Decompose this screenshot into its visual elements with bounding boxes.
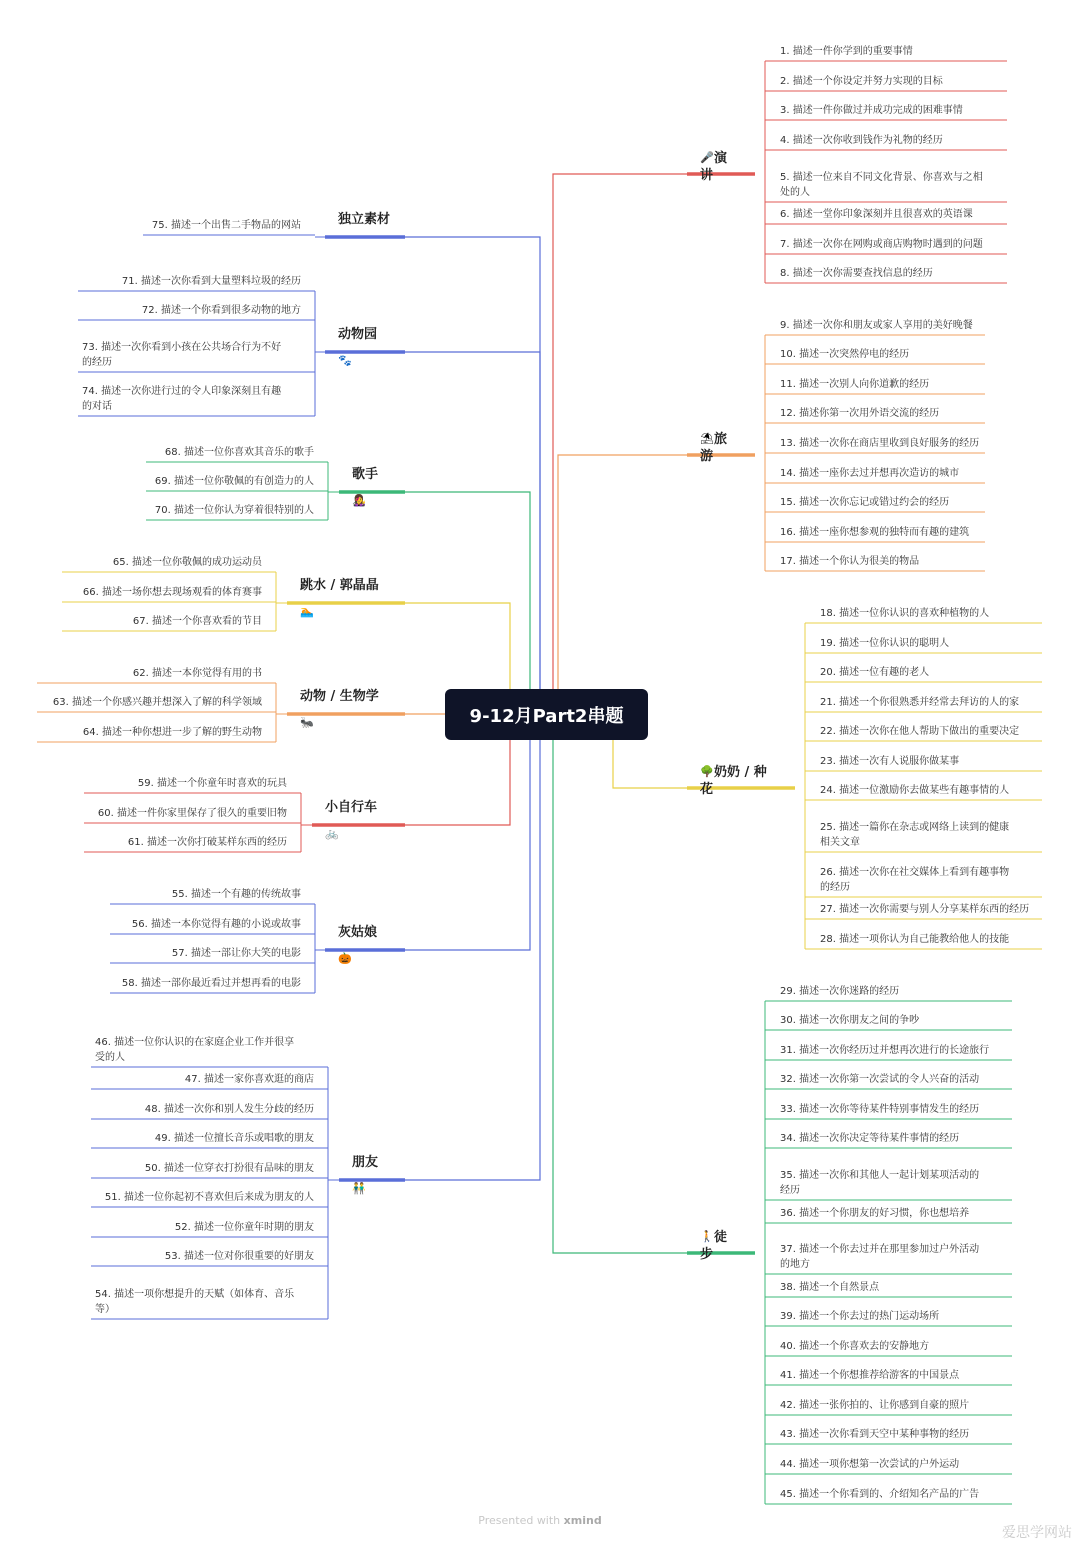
item-text: 62. 描述一本你觉得有用的书 bbox=[132, 668, 262, 679]
topic-item[interactable] bbox=[110, 917, 315, 934]
topic-item[interactable] bbox=[765, 1072, 1012, 1089]
item-text: 47. 描述一家你喜欢逛的商店 bbox=[184, 1074, 314, 1085]
topic-item[interactable] bbox=[765, 984, 1012, 1001]
item-text: 65. 描述一位你敬佩的成功运动员 bbox=[112, 557, 262, 568]
topic-item[interactable] bbox=[765, 377, 985, 394]
branch-label: 歌手 bbox=[352, 467, 379, 482]
branch-label-wrap: 花 bbox=[700, 782, 714, 797]
item-text: 27. 描述一次你需要与别人分享某样东西的经历 bbox=[820, 904, 1030, 915]
branch-label-wrap: 讲 bbox=[700, 168, 714, 183]
item-text: 30. 描述一次你朋友之间的争吵 bbox=[780, 1015, 920, 1026]
item-text: 46. 描述一位你认识的在家庭企业工作并很享 bbox=[95, 1037, 295, 1048]
topic-item[interactable] bbox=[91, 1131, 328, 1148]
watermark: 爱思学网站 bbox=[1002, 1525, 1072, 1541]
item-text: 42. 描述一张你拍的、让你感到自豪的照片 bbox=[780, 1400, 970, 1411]
branch-label: 朋友 bbox=[352, 1155, 379, 1170]
topic-item[interactable] bbox=[765, 74, 1007, 91]
topic-item[interactable] bbox=[765, 133, 1007, 150]
topic-item[interactable] bbox=[765, 1206, 1012, 1223]
item-text: 20. 描述一位有趣的老人 bbox=[820, 667, 930, 678]
topic-item[interactable] bbox=[78, 384, 315, 416]
item-text: 34. 描述一次你决定等待某件事情的经历 bbox=[780, 1133, 960, 1144]
branch-label: 动物园 bbox=[338, 327, 378, 342]
topic-item[interactable] bbox=[805, 754, 1042, 771]
friends-icon: 👬 bbox=[352, 1182, 366, 1195]
branch-label-wrap: 步 bbox=[700, 1247, 714, 1262]
item-text: 54. 描述一项你想提升的天赋（如体育、音乐 bbox=[95, 1289, 295, 1300]
item-text: 75. 描述一个出售二手物品的网站 bbox=[151, 220, 301, 231]
topic-item[interactable] bbox=[765, 237, 1007, 254]
beach-icon: ⛱ bbox=[700, 432, 714, 445]
topic-item[interactable] bbox=[805, 636, 1042, 653]
microphone-icon: 🎤 bbox=[700, 151, 714, 164]
connector-line bbox=[553, 174, 687, 714]
topic-item[interactable] bbox=[146, 474, 328, 491]
branch-label: 徒 bbox=[714, 1230, 728, 1245]
item-text: 66. 描述一场你想去现场观看的体育赛事 bbox=[82, 587, 262, 598]
item-text-wrap: 的地方 bbox=[780, 1259, 810, 1270]
topic-item[interactable] bbox=[805, 783, 1042, 800]
topic-item[interactable] bbox=[84, 806, 301, 823]
topic-item[interactable] bbox=[765, 1168, 1012, 1200]
topic-item[interactable] bbox=[765, 103, 1007, 120]
item-text-wrap: 经历 bbox=[780, 1185, 800, 1196]
topic-item[interactable] bbox=[37, 725, 276, 742]
item-text: 50. 描述一位穿衣打扮很有品味的朋友 bbox=[144, 1163, 314, 1174]
topic-item[interactable] bbox=[765, 44, 1007, 61]
branch-label: 独立素材 bbox=[338, 212, 391, 227]
topic-item[interactable] bbox=[765, 207, 1007, 224]
item-text: 28. 描述一项你认为自己能教给他人的技能 bbox=[820, 934, 1010, 945]
tree-icon: 🌳 bbox=[700, 765, 714, 778]
item-text: 3. 描述一件你做过并成功完成的困难事情 bbox=[780, 105, 963, 116]
topic-item[interactable] bbox=[765, 1131, 1012, 1148]
topic-item[interactable] bbox=[765, 1043, 1012, 1060]
topic-item[interactable] bbox=[765, 1280, 1012, 1297]
paw-icon: 🐾 bbox=[338, 354, 352, 367]
branch-3-right[interactable] bbox=[613, 606, 1042, 949]
item-text: 72. 描述一个你看到很多动物的地方 bbox=[141, 305, 301, 316]
topic-item[interactable] bbox=[84, 835, 301, 852]
topic-item[interactable] bbox=[805, 724, 1042, 741]
item-text: 18. 描述一位你认识的喜欢种植物的人 bbox=[820, 608, 990, 619]
item-text: 44. 描述一项你想第一次尝试的户外运动 bbox=[780, 1459, 960, 1470]
item-text: 49. 描述一位擅长音乐或唱歌的朋友 bbox=[154, 1133, 314, 1144]
item-text: 57. 描述一部让你大笑的电影 bbox=[171, 948, 301, 959]
diver-icon: 🏊 bbox=[300, 605, 314, 618]
topic-item[interactable] bbox=[91, 1190, 328, 1207]
item-text: 25. 描述一篇你在杂志或网络上读到的健康 bbox=[820, 822, 1010, 833]
xmind-logo-text: xmind bbox=[563, 1514, 602, 1527]
item-text-wrap: 相关文章 bbox=[820, 837, 860, 848]
topic-item[interactable] bbox=[91, 1161, 328, 1178]
footer bbox=[0, 1514, 1080, 1527]
branch-label: 小自行车 bbox=[325, 800, 378, 815]
central-topic: 9-12月Part2串题 bbox=[445, 689, 648, 740]
item-text: 24. 描述一位激励你去做某些有趣事情的人 bbox=[820, 785, 1010, 796]
topic-item[interactable] bbox=[765, 1487, 1012, 1504]
topic-item[interactable] bbox=[765, 318, 985, 335]
item-text: 9. 描述一次你和朋友或家人享用的美好晚餐 bbox=[780, 320, 973, 331]
item-text: 60. 描述一件你家里保存了很久的重要旧物 bbox=[97, 808, 287, 819]
branch-2-right[interactable] bbox=[558, 318, 985, 714]
item-text: 55. 描述一个有趣的传统故事 bbox=[171, 889, 301, 900]
item-text: 13. 描述一次你在商店里收到良好服务的经历 bbox=[780, 438, 980, 449]
connector-line bbox=[405, 352, 540, 714]
item-text: 37. 描述一个你去过并在那里参加过户外活动 bbox=[780, 1244, 980, 1255]
topic-item[interactable] bbox=[765, 1368, 1012, 1385]
topic-item[interactable] bbox=[91, 1072, 328, 1089]
bicycle-icon: 🚲 bbox=[325, 827, 339, 840]
topic-item[interactable] bbox=[110, 887, 315, 904]
topic-item[interactable] bbox=[143, 218, 315, 235]
topic-item[interactable] bbox=[78, 274, 315, 291]
item-text: 35. 描述一次你和其他人一起计划某项活动的 bbox=[780, 1170, 980, 1181]
item-text-wrap: 的经历 bbox=[82, 357, 112, 368]
item-text: 61. 描述一次你打破某样东西的经历 bbox=[127, 837, 287, 848]
pumpkin-carriage-icon: 🎃 bbox=[338, 952, 352, 965]
topic-item[interactable] bbox=[765, 347, 985, 364]
topic-item[interactable] bbox=[765, 1398, 1012, 1415]
topic-item[interactable] bbox=[91, 1287, 328, 1319]
item-text: 31. 描述一次你经历过并想再次进行的长途旅行 bbox=[780, 1045, 990, 1056]
topic-item[interactable] bbox=[805, 695, 1042, 712]
item-text: 17. 描述一个你认为很美的物品 bbox=[780, 556, 920, 567]
item-text: 7. 描述一次你在网购或商店购物时遇到的问题 bbox=[780, 239, 983, 250]
topic-item[interactable] bbox=[765, 1242, 1012, 1274]
topic-item[interactable] bbox=[805, 865, 1042, 897]
topic-item[interactable] bbox=[805, 606, 1042, 623]
item-text: 40. 描述一个你喜欢去的安静地方 bbox=[780, 1341, 930, 1352]
topic-item[interactable] bbox=[765, 1102, 1012, 1119]
item-text: 15. 描述一次你忘记或错过约会的经历 bbox=[780, 497, 950, 508]
topic-item[interactable] bbox=[62, 585, 276, 602]
item-text: 43. 描述一次你看到天空中某种事物的经历 bbox=[780, 1429, 970, 1440]
topic-item[interactable] bbox=[146, 445, 328, 462]
item-text: 5. 描述一位来自不同文化背景、你喜欢与之相 bbox=[780, 172, 983, 183]
footer-presented-with: Presented with bbox=[478, 1514, 561, 1527]
item-text: 51. 描述一位你起初不喜欢但后来成为朋友的人 bbox=[104, 1192, 314, 1203]
item-text: 36. 描述一个你朋友的好习惯，你也想培养 bbox=[780, 1208, 970, 1219]
item-text-wrap: 的对话 bbox=[82, 401, 112, 412]
item-text-wrap: 受的人 bbox=[95, 1052, 125, 1063]
item-text: 58. 描述一部你最近看过并想再看的电影 bbox=[121, 978, 301, 989]
branch-2-left[interactable] bbox=[78, 274, 540, 714]
topic-item[interactable] bbox=[146, 503, 328, 520]
connector-line bbox=[553, 714, 687, 1253]
topic-item[interactable] bbox=[805, 665, 1042, 682]
item-text: 23. 描述一次有人说服你做某事 bbox=[820, 756, 960, 767]
item-text: 6. 描述一堂你印象深刻并且很喜欢的英语课 bbox=[780, 209, 973, 220]
connector-line bbox=[405, 714, 540, 1180]
branch-7-left[interactable] bbox=[110, 714, 530, 993]
branch-8-left[interactable] bbox=[91, 714, 540, 1319]
item-text: 41. 描述一个你想推荐给游客的中国景点 bbox=[780, 1370, 960, 1381]
item-text: 48. 描述一次你和别人发生分歧的经历 bbox=[144, 1104, 314, 1115]
item-text: 11. 描述一次别人向你道歉的经历 bbox=[780, 379, 930, 390]
topic-item[interactable] bbox=[765, 436, 985, 453]
topic-item[interactable] bbox=[765, 495, 985, 512]
topic-item[interactable] bbox=[37, 666, 276, 683]
topic-item[interactable] bbox=[62, 555, 276, 572]
topic-item[interactable] bbox=[765, 1013, 1012, 1030]
item-text: 10. 描述一次突然停电的经历 bbox=[780, 349, 910, 360]
topic-item[interactable] bbox=[805, 932, 1042, 949]
item-text: 67. 描述一个你喜欢看的节目 bbox=[132, 616, 262, 627]
item-text-wrap: 处的人 bbox=[780, 187, 810, 198]
topic-item[interactable] bbox=[62, 614, 276, 631]
branch-label: 灰姑娘 bbox=[338, 925, 378, 940]
branch-label: 跳水 / 郭晶晶 bbox=[300, 578, 379, 593]
singer-icon: 👩‍🎤 bbox=[352, 494, 366, 507]
item-text: 45. 描述一个你看到的、介绍知名产品的广告 bbox=[780, 1489, 980, 1500]
item-text: 4. 描述一次你收到钱作为礼物的经历 bbox=[780, 135, 943, 146]
item-text: 73. 描述一次你看到小孩在公共场合行为不好 bbox=[82, 342, 282, 353]
item-text: 22. 描述一次你在他人帮助下做出的重要决定 bbox=[820, 726, 1020, 737]
topic-item[interactable] bbox=[765, 554, 985, 571]
item-text: 56. 描述一本你觉得有趣的小说或故事 bbox=[131, 919, 301, 930]
item-text: 14. 描述一座你去过并想再次造访的城市 bbox=[780, 468, 960, 479]
item-text: 63. 描述一个你感兴趣并想深入了解的科学领域 bbox=[52, 697, 262, 708]
hiker-icon: 🚶 bbox=[700, 1230, 714, 1243]
item-text: 26. 描述一次你在社交媒体上看到有趣事物 bbox=[820, 867, 1010, 878]
branch-label-wrap: 游 bbox=[700, 449, 714, 464]
topic-item[interactable] bbox=[765, 406, 985, 423]
topic-item[interactable] bbox=[805, 902, 1042, 919]
item-text: 33. 描述一次你等待某件特别事情发生的经历 bbox=[780, 1104, 980, 1115]
connector-line bbox=[558, 455, 687, 714]
item-text: 29. 描述一次你迷路的经历 bbox=[780, 986, 900, 997]
item-text: 21. 描述一个你很熟悉并经常去拜访的人的家 bbox=[820, 697, 1020, 708]
item-text: 59. 描述一个你童年时喜欢的玩具 bbox=[137, 778, 287, 789]
item-text: 70. 描述一位你认为穿着很特别的人 bbox=[154, 505, 314, 516]
item-text: 68. 描述一位你喜欢其音乐的歌手 bbox=[164, 447, 314, 458]
topic-item[interactable] bbox=[91, 1102, 328, 1119]
branch-label: 动物 / 生物学 bbox=[300, 689, 379, 704]
topic-item[interactable] bbox=[765, 1457, 1012, 1474]
topic-item[interactable] bbox=[765, 1427, 1012, 1444]
item-text: 74. 描述一次你进行过的令人印象深刻且有趣 bbox=[82, 386, 282, 397]
topic-item[interactable] bbox=[78, 340, 315, 372]
item-text: 53. 描述一位对你很重要的好朋友 bbox=[164, 1251, 314, 1262]
item-text-wrap: 的经历 bbox=[820, 882, 850, 893]
item-text: 32. 描述一次你第一次尝试的令人兴奋的活动 bbox=[780, 1074, 980, 1085]
topic-item[interactable] bbox=[765, 466, 985, 483]
item-text: 69. 描述一位你敬佩的有创造力的人 bbox=[154, 476, 314, 487]
topic-item[interactable] bbox=[765, 1339, 1012, 1356]
connector-line bbox=[405, 714, 530, 950]
topic-item[interactable] bbox=[37, 695, 276, 712]
item-text: 8. 描述一次你需要查找信息的经历 bbox=[780, 268, 933, 279]
item-text: 71. 描述一次你看到大量塑料垃圾的经历 bbox=[121, 276, 301, 287]
topic-item[interactable] bbox=[91, 1220, 328, 1237]
topic-item[interactable] bbox=[91, 1035, 328, 1067]
branch-4-left[interactable] bbox=[62, 555, 510, 714]
branch-label: 奶奶 / 种 bbox=[714, 765, 767, 780]
branch-label: 旅 bbox=[714, 432, 728, 447]
branch-5-left[interactable] bbox=[37, 666, 510, 742]
topic-item[interactable] bbox=[765, 266, 1007, 283]
item-text: 1. 描述一件你学到的重要事情 bbox=[780, 46, 913, 57]
topic-item[interactable] bbox=[84, 776, 301, 793]
item-text: 52. 描述一位你童年时期的朋友 bbox=[174, 1222, 314, 1233]
item-text-wrap: 等） bbox=[95, 1304, 115, 1315]
topic-item[interactable] bbox=[805, 820, 1042, 852]
topic-item[interactable] bbox=[78, 303, 315, 320]
item-text: 39. 描述一个你去过的热门运动场所 bbox=[780, 1311, 940, 1322]
topic-item[interactable] bbox=[765, 1309, 1012, 1326]
topic-item[interactable] bbox=[91, 1249, 328, 1266]
ant-icon: 🐜 bbox=[300, 716, 314, 729]
item-text: 19. 描述一位你认识的聪明人 bbox=[820, 638, 950, 649]
item-text: 64. 描述一种你想进一步了解的野生动物 bbox=[82, 727, 262, 738]
branch-label: 演 bbox=[714, 151, 728, 166]
item-text: 38. 描述一个自然景点 bbox=[780, 1282, 880, 1293]
item-text: 16. 描述一座你想参观的独特而有趣的建筑 bbox=[780, 527, 970, 538]
topic-item[interactable] bbox=[765, 525, 985, 542]
item-text: 12. 描述你第一次用外语交流的经历 bbox=[780, 408, 940, 419]
topic-item[interactable] bbox=[110, 946, 315, 963]
connector-line bbox=[405, 237, 540, 714]
topic-item[interactable] bbox=[110, 976, 315, 993]
item-text: 2. 描述一个你设定并努力实现的目标 bbox=[780, 76, 943, 87]
topic-item[interactable] bbox=[765, 170, 1007, 202]
